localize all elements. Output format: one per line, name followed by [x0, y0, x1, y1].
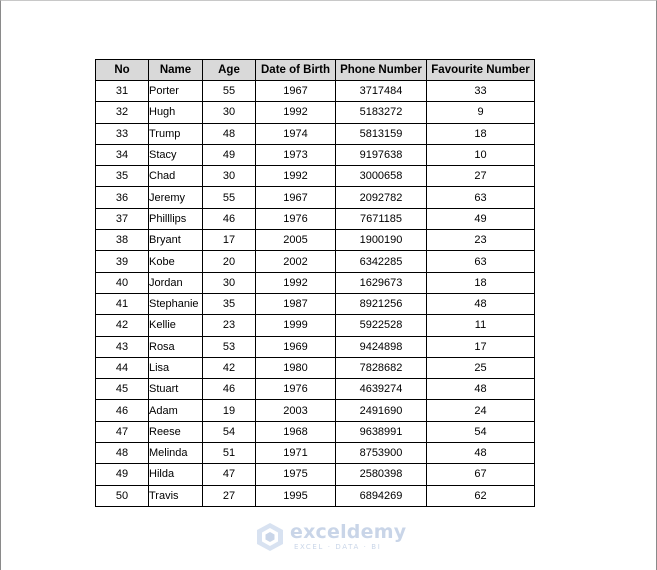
table-row — [96, 208, 535, 229]
cell-name[interactable]: Kellie — [149, 315, 203, 336]
table-row — [96, 485, 535, 506]
cell-age[interactable]: 42 — [203, 357, 256, 378]
table-row — [96, 315, 535, 336]
cell-phone-number[interactable]: 2092782 — [336, 187, 427, 208]
cell-age[interactable]: 55 — [203, 187, 256, 208]
cell-age[interactable]: 27 — [203, 485, 256, 506]
cell-no[interactable]: 33 — [96, 123, 149, 144]
cell-age[interactable]: 49 — [203, 144, 256, 165]
cell-date-of-birth[interactable]: 1967 — [256, 81, 336, 102]
table-row — [96, 357, 535, 378]
table-row — [96, 336, 535, 357]
cell-no[interactable]: 42 — [96, 315, 149, 336]
cell-phone-number[interactable]: 8753900 — [336, 443, 427, 464]
cell-date-of-birth[interactable]: 1992 — [256, 102, 336, 123]
cell-age[interactable]: 35 — [203, 293, 256, 314]
table-row — [96, 81, 535, 102]
cell-name[interactable]: Porter — [149, 81, 203, 102]
cell-name[interactable]: Lisa — [149, 357, 203, 378]
cell-age[interactable]: 55 — [203, 81, 256, 102]
cell-no[interactable]: 45 — [96, 379, 149, 400]
cell-name[interactable]: Reese — [149, 421, 203, 442]
cell-date-of-birth[interactable]: 1976 — [256, 379, 336, 400]
cell-favourite-number[interactable]: 67 — [427, 464, 535, 485]
cell-phone-number[interactable]: 1629673 — [336, 272, 427, 293]
cell-phone-number[interactable]: 8921256 — [336, 293, 427, 314]
cell-favourite-number[interactable]: 11 — [427, 315, 535, 336]
table-row — [96, 251, 535, 272]
cell-phone-number[interactable]: 6342285 — [336, 251, 427, 272]
cell-age[interactable]: 46 — [203, 208, 256, 229]
cell-date-of-birth[interactable]: 1987 — [256, 293, 336, 314]
table-row — [96, 144, 535, 165]
cell-age[interactable]: 17 — [203, 230, 256, 251]
cell-phone-number[interactable]: 6894269 — [336, 485, 427, 506]
table-row — [96, 102, 535, 123]
cell-name[interactable]: Stacy — [149, 144, 203, 165]
cell-favourite-number[interactable]: 63 — [427, 187, 535, 208]
cell-no[interactable]: 41 — [96, 293, 149, 314]
header-name[interactable]: Name — [149, 60, 203, 81]
cell-phone-number[interactable]: 5813159 — [336, 123, 427, 144]
cell-favourite-number[interactable]: 54 — [427, 421, 535, 442]
cell-no[interactable]: 40 — [96, 272, 149, 293]
table-row — [96, 379, 535, 400]
cell-name[interactable]: Philllips — [149, 208, 203, 229]
cell-favourite-number[interactable]: 9 — [427, 102, 535, 123]
table-row — [96, 293, 535, 314]
cell-date-of-birth[interactable]: 1980 — [256, 357, 336, 378]
cell-phone-number[interactable]: 7828682 — [336, 357, 427, 378]
cell-no[interactable]: 44 — [96, 357, 149, 378]
cell-no[interactable]: 47 — [96, 421, 149, 442]
cell-age[interactable]: 51 — [203, 443, 256, 464]
data-table — [95, 59, 535, 507]
table-row — [96, 272, 535, 293]
cell-no[interactable]: 50 — [96, 485, 149, 506]
cell-date-of-birth[interactable]: 1976 — [256, 208, 336, 229]
header-age[interactable]: Age — [203, 60, 256, 81]
cell-age[interactable]: 54 — [203, 421, 256, 442]
cell-name[interactable]: Melinda — [149, 443, 203, 464]
cell-age[interactable]: 53 — [203, 336, 256, 357]
cell-favourite-number[interactable]: 25 — [427, 357, 535, 378]
table-row — [96, 187, 535, 208]
cell-name[interactable]: Kobe — [149, 251, 203, 272]
table-row — [96, 400, 535, 421]
watermark-brand: exceldemy — [290, 521, 407, 543]
cell-date-of-birth[interactable]: 1995 — [256, 485, 336, 506]
cell-favourite-number[interactable]: 23 — [427, 230, 535, 251]
cell-no[interactable]: 36 — [96, 187, 149, 208]
cell-name[interactable]: Hilda — [149, 464, 203, 485]
header-date-of-birth[interactable]: Date of Birth — [256, 60, 336, 81]
cell-no[interactable]: 39 — [96, 251, 149, 272]
cell-favourite-number[interactable]: 17 — [427, 336, 535, 357]
cell-no[interactable]: 43 — [96, 336, 149, 357]
cell-no[interactable]: 31 — [96, 81, 149, 102]
cell-no[interactable]: 32 — [96, 102, 149, 123]
cell-phone-number[interactable]: 5922528 — [336, 315, 427, 336]
table-row — [96, 123, 535, 144]
cell-phone-number[interactable]: 3717484 — [336, 81, 427, 102]
table-row — [96, 443, 535, 464]
cell-name[interactable]: Jordan — [149, 272, 203, 293]
cell-favourite-number[interactable]: 24 — [427, 400, 535, 421]
cell-date-of-birth[interactable]: 1992 — [256, 272, 336, 293]
table-row — [96, 166, 535, 187]
cell-phone-number[interactable]: 9197638 — [336, 144, 427, 165]
cell-favourite-number[interactable]: 18 — [427, 123, 535, 144]
cell-no[interactable]: 48 — [96, 443, 149, 464]
cell-date-of-birth[interactable]: 1969 — [256, 336, 336, 357]
cell-phone-number[interactable]: 2580398 — [336, 464, 427, 485]
table-row — [96, 464, 535, 485]
cell-phone-number[interactable]: 7671185 — [336, 208, 427, 229]
header-favourite-number[interactable]: Favourite Number — [427, 60, 535, 81]
exceldemy-logo-icon — [256, 522, 284, 552]
table-body — [96, 81, 535, 507]
cell-name[interactable]: Travis — [149, 485, 203, 506]
cell-favourite-number[interactable]: 63 — [427, 251, 535, 272]
cell-name[interactable]: Stephanie — [149, 293, 203, 314]
cell-no[interactable]: 49 — [96, 464, 149, 485]
cell-date-of-birth[interactable]: 1975 — [256, 464, 336, 485]
cell-name[interactable]: Jeremy — [149, 187, 203, 208]
cell-date-of-birth[interactable]: 1992 — [256, 166, 336, 187]
header-no[interactable]: No — [96, 60, 149, 81]
cell-favourite-number[interactable]: 27 — [427, 166, 535, 187]
cell-date-of-birth[interactable]: 1968 — [256, 421, 336, 442]
cell-age[interactable]: 20 — [203, 251, 256, 272]
cell-age[interactable]: 30 — [203, 166, 256, 187]
cell-no[interactable]: 38 — [96, 230, 149, 251]
cell-phone-number[interactable]: 5183272 — [336, 102, 427, 123]
cell-age[interactable]: 19 — [203, 400, 256, 421]
cell-no[interactable]: 34 — [96, 144, 149, 165]
cell-phone-number[interactable]: 2491690 — [336, 400, 427, 421]
cell-name[interactable]: Stuart — [149, 379, 203, 400]
cell-date-of-birth[interactable]: 2003 — [256, 400, 336, 421]
cell-phone-number[interactable]: 9638991 — [336, 421, 427, 442]
cell-phone-number[interactable]: 4639274 — [336, 379, 427, 400]
cell-favourite-number[interactable]: 48 — [427, 443, 535, 464]
cell-favourite-number[interactable]: 18 — [427, 272, 535, 293]
cell-no[interactable]: 37 — [96, 208, 149, 229]
cell-date-of-birth[interactable]: 1973 — [256, 144, 336, 165]
cell-phone-number[interactable]: 3000658 — [336, 166, 427, 187]
table-row — [96, 230, 535, 251]
cell-name[interactable]: Chad — [149, 166, 203, 187]
cell-age[interactable]: 47 — [203, 464, 256, 485]
cell-age[interactable]: 48 — [203, 123, 256, 144]
cell-no[interactable]: 35 — [96, 166, 149, 187]
cell-favourite-number[interactable]: 33 — [427, 81, 535, 102]
cell-date-of-birth[interactable]: 1974 — [256, 123, 336, 144]
cell-phone-number[interactable]: 1900190 — [336, 230, 427, 251]
cell-date-of-birth[interactable]: 2005 — [256, 230, 336, 251]
header-phone-number[interactable]: Phone Number — [336, 60, 427, 81]
cell-date-of-birth[interactable]: 1971 — [256, 443, 336, 464]
cell-date-of-birth[interactable]: 2002 — [256, 251, 336, 272]
cell-name[interactable]: Adam — [149, 400, 203, 421]
cell-date-of-birth[interactable]: 1999 — [256, 315, 336, 336]
cell-name[interactable]: Rosa — [149, 336, 203, 357]
watermark-tagline: EXCEL · DATA · BI — [294, 543, 382, 551]
cell-favourite-number[interactable]: 48 — [427, 379, 535, 400]
table-header-row — [96, 60, 535, 81]
cell-name[interactable]: Bryant — [149, 230, 203, 251]
table-row — [96, 421, 535, 442]
cell-name[interactable]: Trump — [149, 123, 203, 144]
cell-age[interactable]: 30 — [203, 272, 256, 293]
cell-favourite-number[interactable]: 49 — [427, 208, 535, 229]
cell-age[interactable]: 46 — [203, 379, 256, 400]
cell-favourite-number[interactable]: 10 — [427, 144, 535, 165]
cell-age[interactable]: 30 — [203, 102, 256, 123]
cell-phone-number[interactable]: 9424898 — [336, 336, 427, 357]
cell-name[interactable]: Hugh — [149, 102, 203, 123]
cell-age[interactable]: 23 — [203, 315, 256, 336]
cell-no[interactable]: 46 — [96, 400, 149, 421]
cell-favourite-number[interactable]: 48 — [427, 293, 535, 314]
watermark — [256, 522, 406, 552]
cell-date-of-birth[interactable]: 1967 — [256, 187, 336, 208]
cell-favourite-number[interactable]: 62 — [427, 485, 535, 506]
